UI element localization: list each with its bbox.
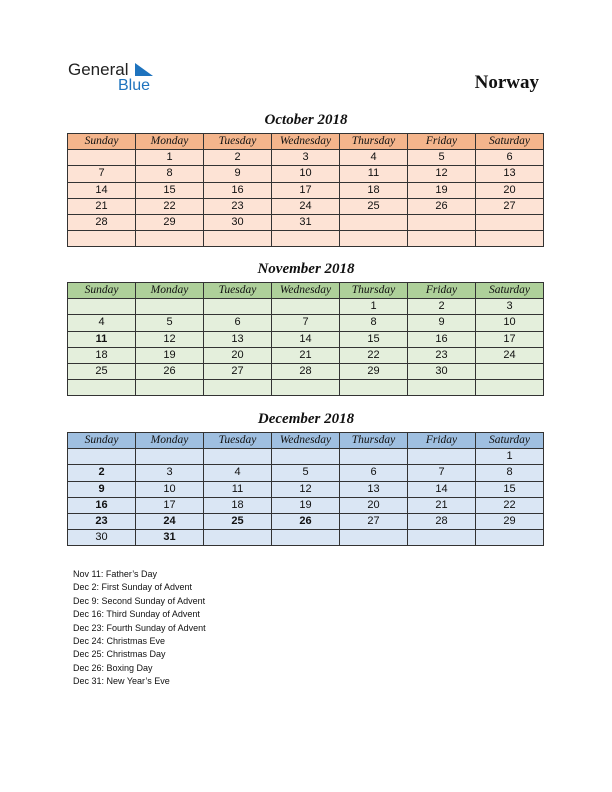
week-row (68, 513, 544, 529)
day-cell: 25 (340, 198, 408, 214)
day-cell: 6 (476, 150, 544, 166)
day-cell: 17 (272, 182, 340, 198)
day-cell: 9 (408, 315, 476, 331)
day-cell: 22 (136, 198, 204, 214)
day-cell: 13 (476, 166, 544, 182)
day-cell (272, 299, 340, 315)
day-cell (68, 299, 136, 315)
weekday-header: Thursday (340, 433, 408, 449)
holiday-note: Dec 26: Boxing Day (73, 662, 153, 673)
day-cell: 21 (272, 347, 340, 363)
day-cell: 14 (68, 182, 136, 198)
day-cell: 12 (136, 331, 204, 347)
weekday-header-row (68, 433, 544, 449)
calendar-november (67, 282, 544, 396)
day-cell: 17 (476, 331, 544, 347)
weekday-header: Sunday (68, 134, 136, 150)
day-cell: 16 (204, 182, 272, 198)
day-cell (204, 299, 272, 315)
month-title-october: October 2018 (264, 112, 348, 128)
day-cell (204, 380, 272, 396)
day-cell: 3 (136, 465, 204, 481)
day-cell: 3 (272, 150, 340, 166)
logo-text-general: General (68, 60, 129, 79)
day-cell: 22 (340, 347, 408, 363)
day-cell: 9 (68, 481, 136, 497)
day-cell: 20 (204, 347, 272, 363)
weekday-header-row (68, 283, 544, 299)
day-cell: 21 (408, 497, 476, 513)
weekday-header: Thursday (340, 283, 408, 299)
week-row (68, 481, 544, 497)
week-row (68, 166, 544, 182)
holiday-note: Dec 2: First Sunday of Advent (73, 582, 193, 593)
day-cell: 12 (408, 166, 476, 182)
week-row (68, 231, 544, 247)
day-cell: 19 (136, 347, 204, 363)
day-cell (340, 449, 408, 465)
day-cell (408, 380, 476, 396)
day-cell: 16 (68, 497, 136, 513)
month-title-november: November 2018 (257, 261, 355, 277)
week-row (68, 299, 544, 315)
day-cell: 30 (204, 214, 272, 230)
day-cell (272, 380, 340, 396)
day-cell: 15 (340, 331, 408, 347)
day-cell: 26 (136, 363, 204, 379)
holiday-note: Nov 11: Father’s Day (73, 569, 158, 579)
day-cell (68, 449, 136, 465)
day-cell (408, 231, 476, 247)
day-cell: 2 (408, 299, 476, 315)
day-cell: 5 (272, 465, 340, 481)
day-cell: 18 (68, 347, 136, 363)
week-row (68, 449, 544, 465)
day-cell (340, 231, 408, 247)
weekday-header: Friday (408, 134, 476, 150)
day-cell (136, 231, 204, 247)
day-cell (408, 530, 476, 546)
day-cell (476, 214, 544, 230)
day-cell: 18 (204, 497, 272, 513)
day-cell: 19 (272, 497, 340, 513)
day-cell: 20 (340, 497, 408, 513)
day-cell: 11 (68, 331, 136, 347)
day-cell: 12 (272, 481, 340, 497)
weekday-header: Monday (136, 433, 204, 449)
day-cell: 23 (204, 198, 272, 214)
day-cell (136, 380, 204, 396)
week-row (68, 380, 544, 396)
day-cell (340, 530, 408, 546)
weekday-header: Wednesday (272, 433, 340, 449)
day-cell: 6 (204, 315, 272, 331)
day-cell: 14 (408, 481, 476, 497)
generalblue-logo (68, 60, 168, 96)
week-row (68, 530, 544, 546)
holiday-notes (73, 568, 206, 689)
day-cell: 25 (68, 363, 136, 379)
week-row (68, 198, 544, 214)
holiday-note: Dec 16: Third Sunday of Advent (73, 609, 200, 620)
day-cell: 28 (272, 363, 340, 379)
day-cell: 8 (476, 465, 544, 481)
day-cell: 13 (204, 331, 272, 347)
day-cell: 31 (272, 214, 340, 230)
day-cell (204, 231, 272, 247)
day-cell: 27 (204, 363, 272, 379)
week-row (68, 315, 544, 331)
day-cell: 4 (204, 465, 272, 481)
day-cell: 10 (476, 315, 544, 331)
day-cell: 27 (476, 198, 544, 214)
week-row (68, 331, 544, 347)
day-cell: 8 (136, 166, 204, 182)
weekday-header: Thursday (340, 134, 408, 150)
day-cell: 1 (340, 299, 408, 315)
logo-triangle-icon (135, 63, 153, 77)
day-cell: 8 (340, 315, 408, 331)
weekday-header: Saturday (476, 283, 544, 299)
weekday-header: Tuesday (204, 134, 272, 150)
weekday-header: Saturday (476, 134, 544, 150)
week-row (68, 182, 544, 198)
holiday-note: Dec 31: New Year’s Eve (73, 676, 170, 687)
day-cell: 21 (68, 198, 136, 214)
day-cell: 2 (204, 150, 272, 166)
weekday-header: Wednesday (272, 134, 340, 150)
logo-text-blue: Blue (118, 77, 151, 94)
weekday-header: Friday (408, 283, 476, 299)
day-cell (136, 449, 204, 465)
day-cell: 14 (272, 331, 340, 347)
weekday-header-row (68, 134, 544, 150)
holiday-note: Dec 23: Fourth Sunday of Advent (73, 622, 206, 633)
calendar-october (67, 133, 544, 247)
day-cell (476, 363, 544, 379)
day-cell: 23 (68, 513, 136, 529)
week-row (68, 150, 544, 166)
day-cell: 7 (68, 166, 136, 182)
day-cell: 4 (340, 150, 408, 166)
day-cell: 29 (476, 513, 544, 529)
day-cell: 5 (408, 150, 476, 166)
weekday-header: Friday (408, 433, 476, 449)
day-cell (340, 214, 408, 230)
day-cell: 22 (476, 497, 544, 513)
week-row (68, 465, 544, 481)
day-cell: 24 (476, 347, 544, 363)
day-cell (136, 299, 204, 315)
day-cell (204, 449, 272, 465)
day-cell (408, 214, 476, 230)
weekday-header: Saturday (476, 433, 544, 449)
day-cell: 26 (408, 198, 476, 214)
day-cell: 16 (408, 331, 476, 347)
day-cell (68, 380, 136, 396)
day-cell: 5 (136, 315, 204, 331)
weekday-header: Tuesday (204, 283, 272, 299)
weekday-header: Monday (136, 283, 204, 299)
day-cell: 30 (408, 363, 476, 379)
day-cell: 4 (68, 315, 136, 331)
day-cell: 10 (272, 166, 340, 182)
day-cell (68, 231, 136, 247)
day-cell (476, 231, 544, 247)
day-cell: 7 (408, 465, 476, 481)
day-cell (272, 449, 340, 465)
week-row (68, 497, 544, 513)
weekday-header: Monday (136, 134, 204, 150)
day-cell: 1 (136, 150, 204, 166)
country-title: Norway (474, 72, 539, 93)
week-row (68, 347, 544, 363)
day-cell: 27 (340, 513, 408, 529)
calendar-december (67, 432, 544, 546)
day-cell: 18 (340, 182, 408, 198)
day-cell: 28 (68, 214, 136, 230)
weekday-header: Sunday (68, 433, 136, 449)
day-cell (272, 231, 340, 247)
day-cell (476, 530, 544, 546)
week-row (68, 214, 544, 230)
day-cell: 11 (204, 481, 272, 497)
day-cell: 9 (204, 166, 272, 182)
day-cell: 2 (68, 465, 136, 481)
weekday-header: Sunday (68, 283, 136, 299)
day-cell: 28 (408, 513, 476, 529)
holiday-note: Dec 9: Second Sunday of Advent (73, 595, 206, 606)
day-cell: 3 (476, 299, 544, 315)
day-cell: 17 (136, 497, 204, 513)
day-cell: 20 (476, 182, 544, 198)
day-cell (408, 449, 476, 465)
day-cell: 29 (136, 214, 204, 230)
day-cell: 15 (136, 182, 204, 198)
day-cell: 1 (476, 449, 544, 465)
holiday-note: Dec 24: Christmas Eve (73, 636, 166, 647)
day-cell: 31 (136, 530, 204, 546)
day-cell (476, 380, 544, 396)
day-cell: 13 (340, 481, 408, 497)
day-cell: 6 (340, 465, 408, 481)
day-cell: 30 (68, 530, 136, 546)
day-cell: 19 (408, 182, 476, 198)
week-row (68, 363, 544, 379)
day-cell: 10 (136, 481, 204, 497)
holiday-note: Dec 25: Christmas Day (73, 649, 166, 660)
day-cell: 29 (340, 363, 408, 379)
day-cell: 24 (136, 513, 204, 529)
day-cell (340, 380, 408, 396)
day-cell: 24 (272, 198, 340, 214)
day-cell (68, 150, 136, 166)
day-cell: 25 (204, 513, 272, 529)
day-cell: 11 (340, 166, 408, 182)
day-cell: 15 (476, 481, 544, 497)
day-cell: 26 (272, 513, 340, 529)
day-cell (272, 530, 340, 546)
day-cell (204, 530, 272, 546)
weekday-header: Tuesday (204, 433, 272, 449)
weekday-header: Wednesday (272, 283, 340, 299)
day-cell: 23 (408, 347, 476, 363)
day-cell: 7 (272, 315, 340, 331)
month-title-december: December 2018 (257, 411, 355, 427)
